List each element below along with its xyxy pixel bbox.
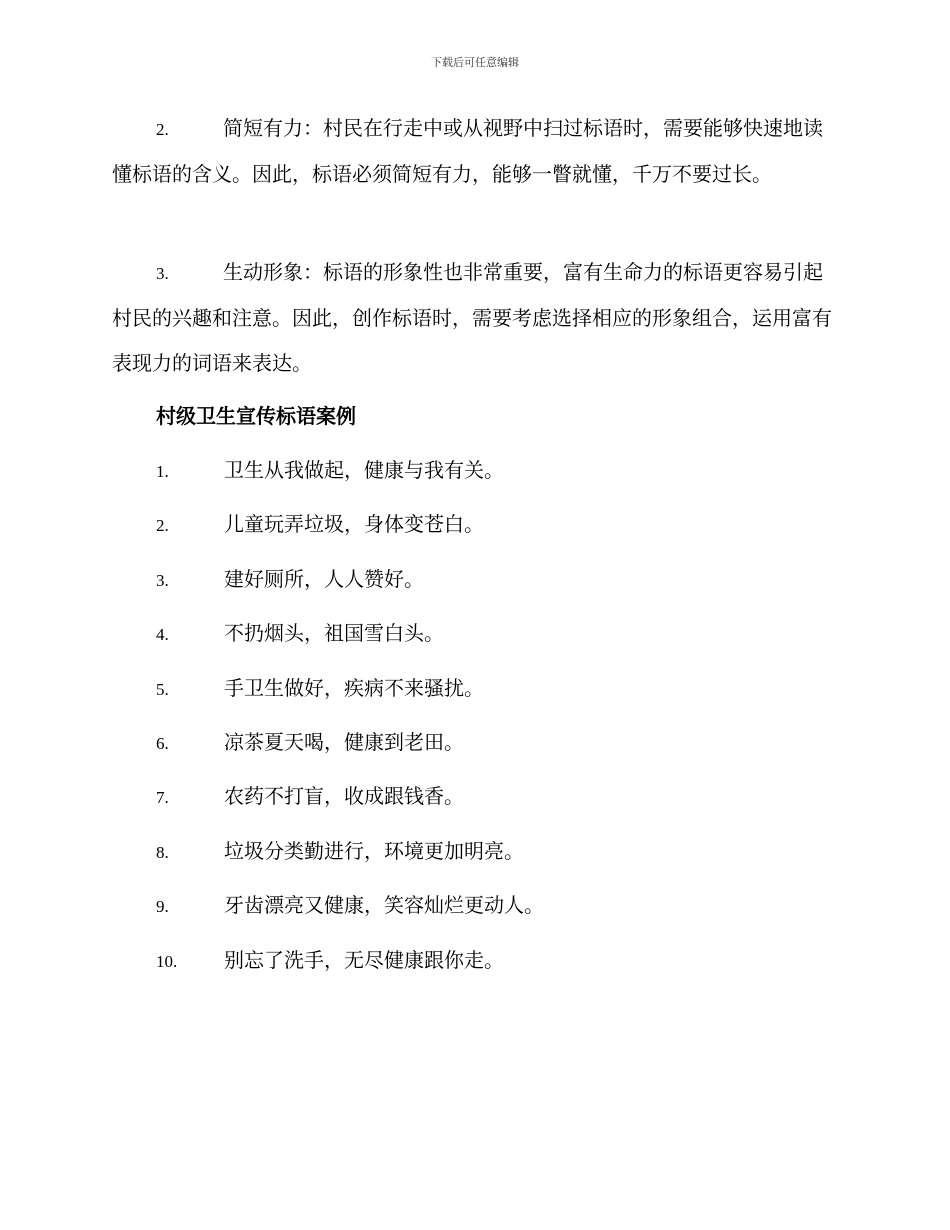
- list-item-text: 牙齿漂亮又健康，笑容灿烂更动人。: [224, 893, 544, 918]
- list-item-text: 农药不打盲，收成跟钱香。: [224, 784, 464, 809]
- list-item-number: 10.: [156, 951, 178, 971]
- list-item-number: 5.: [156, 679, 169, 699]
- list-item-number: 6.: [156, 733, 169, 753]
- paragraph-text: 简短有力：村民在行走中或从视野中扫过标语时，需要能够快速地读懂标语的含义。因此，标语必须简短有力，能够一瞥就懂，千万不要过长。: [112, 116, 823, 186]
- list-item-text: 别忘了洗手，无尽健康跟你走。: [224, 947, 504, 972]
- list-item-text: 卫生从我做起，健康与我有关。: [224, 458, 504, 482]
- paragraph-number: 2.: [156, 120, 169, 139]
- paragraph-vivid: [112, 250, 838, 386]
- list-item-number: 7.: [156, 788, 169, 808]
- list-item: [156, 561, 544, 615]
- list-item: [156, 887, 544, 941]
- list-item: [156, 506, 544, 560]
- list-item-number: 3.: [156, 570, 169, 590]
- section-heading: 村级卫生宣传标语案例: [156, 404, 356, 428]
- list-item-number: 9.: [156, 897, 169, 917]
- list-item-number: 4.: [156, 625, 169, 645]
- list-item: [156, 833, 544, 887]
- list-item: [156, 615, 544, 669]
- list-item-text: 儿童玩弄垃圾，身体变苍白。: [224, 512, 484, 537]
- page-header-note: 下载后可任意编辑: [431, 56, 519, 69]
- list-item: [156, 778, 544, 832]
- list-item-text: 不扔烟头，祖国雪白头。: [224, 621, 444, 646]
- list-item-text: 凉茶夏天喝，健康到老田。: [224, 729, 464, 754]
- paragraph-concise: [112, 106, 838, 197]
- paragraph-number: 3.: [156, 264, 169, 283]
- list-item: [156, 724, 544, 778]
- list-item: [156, 942, 544, 996]
- list-item-number: 2.: [156, 516, 169, 536]
- list-item: [156, 452, 544, 506]
- list-item-text: 手卫生做好，疾病不来骚扰。: [224, 675, 484, 700]
- list-item-text: 垃圾分类勤进行，环境更加明亮。: [224, 838, 524, 863]
- paragraph-text: 生动形象：标语的形象性也非常重要，富有生命力的标语更容易引起村民的兴趣和注意。因此，创作标语时，需要考虑选择相应的形象组合，运用富有表现力的词语来表达。: [112, 260, 832, 375]
- list-item-text: 建好厕所，人人赞好。: [224, 566, 424, 591]
- slogan-list: [156, 452, 544, 996]
- list-item-number: 1.: [156, 462, 169, 481]
- list-item-number: 8.: [156, 842, 169, 862]
- list-item: [156, 670, 544, 724]
